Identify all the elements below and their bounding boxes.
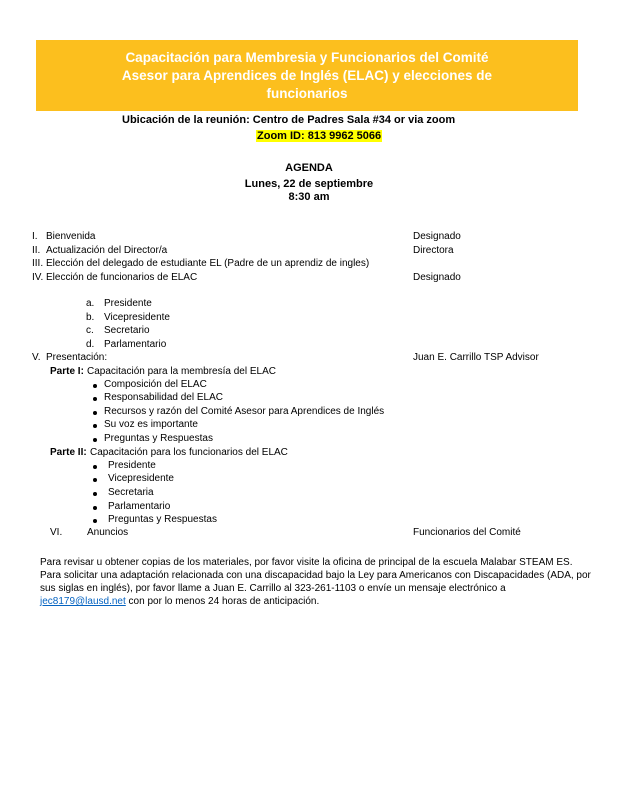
list-item: Su voz es importante <box>104 419 198 430</box>
footer-materials: Para revisar u obtener copias de los materiales, por favor visite la oficina de principal de la escuela Malabar STEAM ES. <box>40 557 573 568</box>
item-number: I. <box>32 231 38 242</box>
part-2-title: Capacitación para los funcionarios del ELAC <box>90 447 288 458</box>
list-item: Composición del ELAC <box>104 379 207 390</box>
bullet-icon <box>93 465 97 469</box>
item-presenter: Designado <box>413 231 461 242</box>
item-text: Elección de funcionarios de ELAC <box>46 272 198 283</box>
part-1-label: Parte I: <box>50 366 84 377</box>
item-text: Bienvenida <box>46 231 96 242</box>
bullet-icon <box>93 397 97 401</box>
list-item: Preguntas y Respuestas <box>108 514 217 525</box>
footer-ada-line-2: sus siglas en inglés), por favor llame a Juan E. Carrillo al 323-261-1103 o envíe un mensaje electrónico a <box>40 583 506 594</box>
banner-line-2: Asesor para Aprendices de Inglés (ELAC) y elecciones de <box>121 67 493 83</box>
officer-letter: c. <box>86 325 94 336</box>
agenda-title: AGENDA <box>285 162 333 174</box>
footer-ada-line-1: Para solicitar una adaptación relacionada con una discapacidad bajo la Ley para Americanos con Discapacidades (ADA, por <box>40 570 591 581</box>
bullet-icon <box>93 438 97 442</box>
list-item: Vicepresidente <box>108 473 174 484</box>
agenda-date: Lunes, 22 de septiembre <box>244 178 374 190</box>
list-item: Presidente <box>108 460 156 471</box>
item-presenter: Funcionarios del Comité <box>413 527 521 538</box>
list-item: Responsabilidad del ELAC <box>104 392 223 403</box>
item-text: Actualización del Director/a <box>46 245 168 256</box>
bullet-icon <box>93 492 97 496</box>
bullet-icon <box>93 384 97 388</box>
banner-line-1: Capacitación para Membresia y Funcionarios del Comité <box>125 49 489 65</box>
list-item: Preguntas y Respuestas <box>104 433 213 444</box>
agenda-time: 8:30 am <box>288 191 330 203</box>
bullet-icon <box>93 506 97 510</box>
officer-letter: a. <box>86 298 95 309</box>
part-2-label: Parte II: <box>50 447 87 458</box>
banner-line-3: funcionarios <box>266 85 348 101</box>
list-item: Secretaria <box>108 487 154 498</box>
item-number: III. <box>32 258 44 269</box>
item-number: V. <box>32 352 41 363</box>
email-link[interactable]: jec8179@lausd.net <box>40 596 126 607</box>
item-presenter: Directora <box>413 245 454 256</box>
officer-item: Vicepresidente <box>104 312 170 323</box>
officer-item: Secretario <box>104 325 150 336</box>
item-presenter: Juan E. Carrillo TSP Advisor <box>413 352 539 363</box>
item-text: Elección del delegado de estudiante EL (Padre de un aprendiz de ingles) <box>46 258 370 269</box>
item-number: VI. <box>50 527 63 538</box>
item-text: Anuncios <box>87 527 129 538</box>
officer-letter: b. <box>86 312 95 323</box>
item-presenter: Designado <box>413 272 461 283</box>
footer-email-suffix: con por lo menos 24 horas de anticipación. <box>125 596 320 607</box>
item-number: II. <box>32 245 41 256</box>
footer-email-line <box>40 596 319 607</box>
officer-letter: d. <box>86 339 95 350</box>
part-1-title: Capacitación para la membresía del ELAC <box>87 366 276 377</box>
meeting-location: Ubicación de la reunión: Centro de Padres Sala #34 or via zoom <box>122 114 456 126</box>
zoom-id: Zoom ID: 813 9962 5066 <box>257 130 382 142</box>
officer-item: Parlamentario <box>104 339 167 350</box>
list-item: Parlamentario <box>108 501 171 512</box>
item-number: IV. <box>32 272 44 283</box>
bullet-icon <box>93 411 97 415</box>
bullet-icon <box>93 478 97 482</box>
title-banner <box>36 40 578 111</box>
bullet-icon <box>93 424 97 428</box>
officer-item: Presidente <box>104 298 152 309</box>
list-item: Recursos y razón del Comité Asesor para Aprendices de Inglés <box>104 406 385 417</box>
bullet-icon <box>93 519 97 523</box>
item-text: Presentación: <box>46 352 108 363</box>
